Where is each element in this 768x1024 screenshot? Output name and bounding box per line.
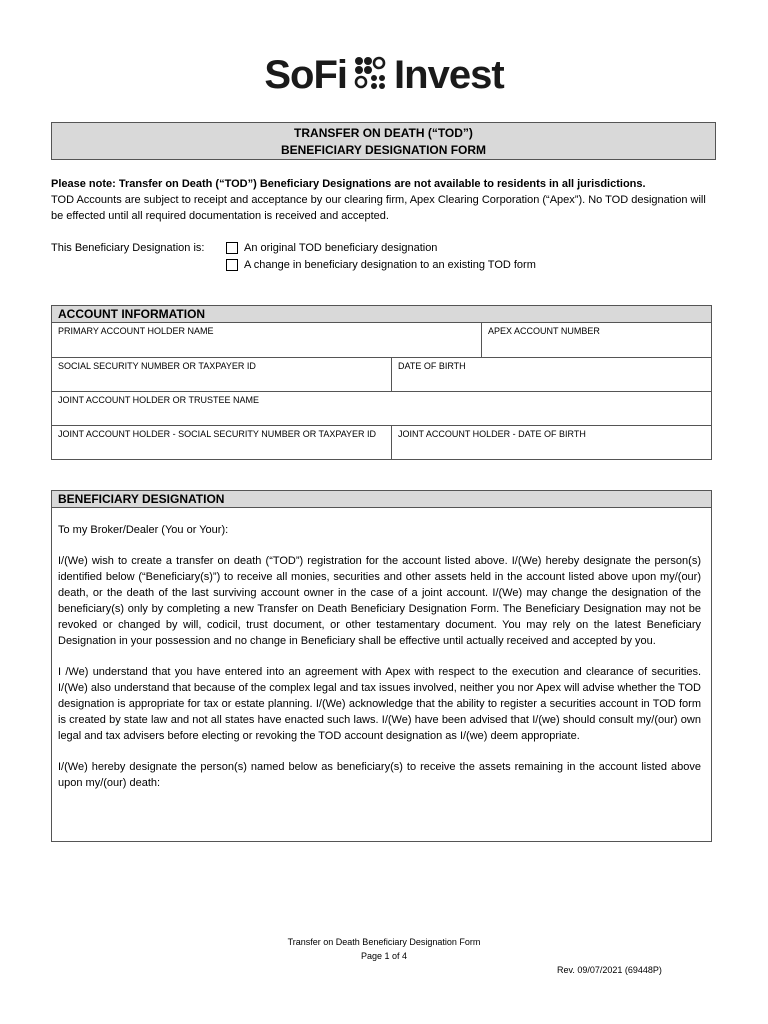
joint-ssn-label: JOINT ACCOUNT HOLDER - SOCIAL SECURITY NUMBER OR TAXPAYER ID	[58, 429, 377, 439]
joint-account-holder-name-field[interactable]	[52, 392, 711, 425]
note-body: TOD Accounts are subject to receipt and acceptance by our clearing firm, Apex Clearing Corporation (“Apex”). No TOD designation will be effected until all required documentation is received and accepted.	[51, 194, 706, 222]
paragraph-3: I/(We) hereby designate the person(s) named below as beneficiary(s) to receive the assets remaining in the account listed above upon my/(our) death:	[58, 761, 701, 789]
sofi-dots-icon	[354, 56, 388, 95]
joint-name-label: JOINT ACCOUNT HOLDER OR TRUSTEE NAME	[58, 395, 260, 405]
joint-ssn-field[interactable]	[52, 426, 391, 459]
beneficiary-designation-text	[51, 508, 712, 842]
joint-dob-field[interactable]	[391, 426, 711, 459]
footer-form-name: Transfer on Death Beneficiary Designation Form	[287, 937, 481, 947]
original-designation-checkbox[interactable]	[226, 242, 238, 254]
account-row-3	[52, 391, 711, 425]
form-title-line1: TRANSFER ON DEATH (“TOD”)	[294, 126, 473, 140]
primary-account-holder-name-field[interactable]	[52, 323, 481, 357]
footer-revision: Rev. 09/07/2021 (69448P)	[557, 965, 662, 975]
form-title	[51, 122, 716, 160]
logo-sofi-text: SoFi	[264, 52, 348, 97]
salutation: To my Broker/Dealer (You or Your):	[58, 524, 229, 536]
ssn-field[interactable]	[52, 358, 391, 391]
change-designation-checkbox[interactable]	[226, 259, 238, 271]
account-row-1	[52, 322, 711, 357]
option-change[interactable]	[226, 257, 536, 273]
footer-page-number: Page 1 of 4	[360, 951, 408, 961]
sofi-invest-logo	[0, 52, 768, 98]
designation-label: This Beneficiary Designation is:	[51, 242, 205, 254]
primary-name-label: PRIMARY ACCOUNT HOLDER NAME	[58, 326, 214, 336]
joint-dob-label: JOINT ACCOUNT HOLDER - DATE OF BIRTH	[398, 429, 586, 439]
paragraph-1: I/(We) wish to create a transfer on death (“TOD”) registration for the account listed above. I/(We) hereby designate the person(s) identified below (“Beneficiary(s)”) to receive all monies, securities and other assets held in the account listed above upon my/(our) death, or the death of the last surviving account owner in the case of a joint account. I/(We) may change the designation of the beneficiary(s) only by completing a new Transfer on Death Beneficiary Designation Form. The Beneficiary Designation may not be revoked or changed by will, codicil, trust document, or other testamentary document. You may rely on the latest Beneficiary Designation in your possession and no change in Beneficiary shall be effective until actually received and accepted by you.	[58, 555, 701, 647]
date-of-birth-field[interactable]	[391, 358, 711, 391]
account-row-4	[52, 425, 711, 459]
jurisdiction-note	[51, 176, 721, 224]
apex-number-label: APEX ACCOUNT NUMBER	[488, 326, 600, 336]
account-information-grid	[51, 322, 712, 460]
note-bold: Please note: Transfer on Death (“TOD”) Beneficiary Designations are not available to residents in all jurisdictions.	[51, 178, 646, 190]
option-original-label: An original TOD beneficiary designation	[244, 242, 438, 254]
dob-label: DATE OF BIRTH	[398, 361, 466, 371]
account-row-2	[52, 357, 711, 391]
paragraph-2: I /We) understand that you have entered into an agreement with Apex with respect to the execution and clearance of securities. I/(We) also understand that because of the complex legal and tax issues involved, neither you nor Apex will advise whether the TOD designation is appropriate for tax or estate planning. I/(We) acknowledge that the ability to register a securities account in TOD form is created by state law and not all states have enacted such laws. I/(We) have been advised that I/(we) should consult my/(our) own legal and tax advisers before electing or revoking the TOD account designation as I/(we) deem appropriate.	[58, 666, 701, 742]
account-information-heading: ACCOUNT INFORMATION	[51, 305, 712, 323]
apex-account-number-field[interactable]	[481, 323, 711, 357]
form-title-line2: BENEFICIARY DESIGNATION FORM	[280, 143, 487, 157]
option-change-label: A change in beneficiary designation to an existing TOD form	[244, 259, 536, 271]
ssn-label: SOCIAL SECURITY NUMBER OR TAXPAYER ID	[58, 361, 256, 371]
logo-invest-text: Invest	[394, 52, 504, 97]
beneficiary-designation-heading: BENEFICIARY DESIGNATION	[51, 490, 712, 508]
option-original[interactable]	[226, 240, 437, 256]
